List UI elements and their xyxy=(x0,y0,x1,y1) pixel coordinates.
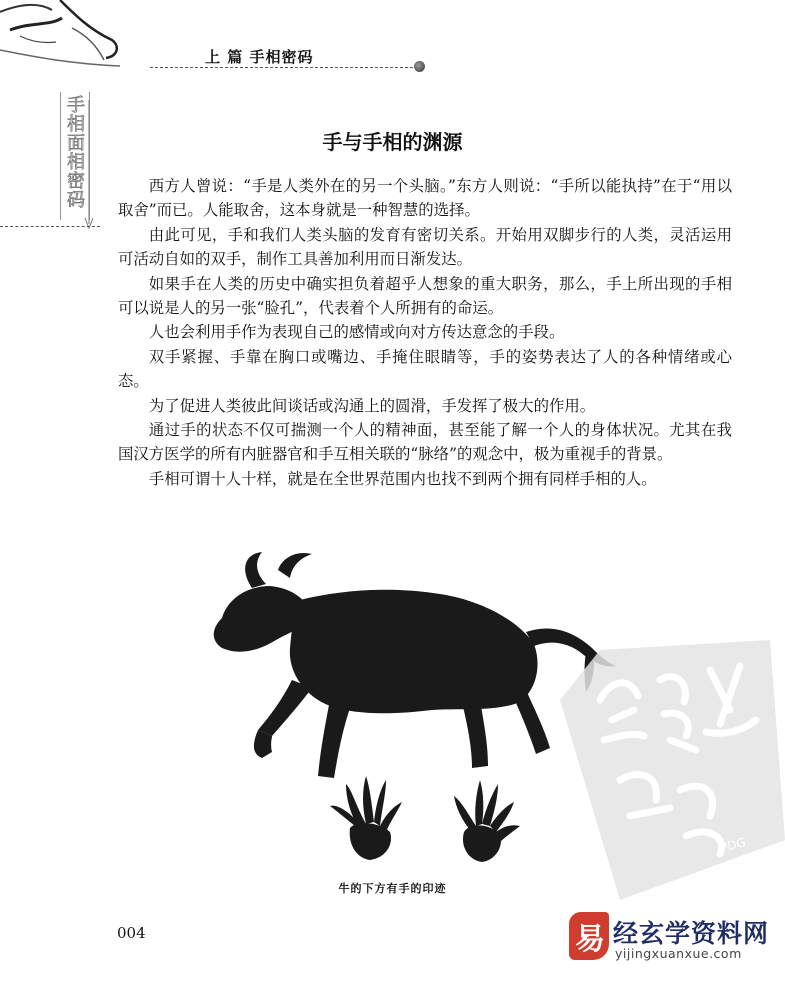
sidebar-arrow-icon xyxy=(57,100,93,232)
paragraph: 通过手的状态不仅可揣测一个人的精神面，甚至能了解一个人的身体状况。尤其在我国汉方医学的所有内脏器官和手互相关联的“脉络”的观念中，极为重视手的背景。 xyxy=(118,421,732,464)
logo-mark-icon xyxy=(569,912,609,960)
figure-caption: 牛的下方有手的印迹 xyxy=(338,882,447,895)
header-divider xyxy=(150,67,418,68)
page-number: 004 xyxy=(117,924,146,942)
handprint-left-icon xyxy=(330,776,402,860)
paragraph: 如果手在人类的历史中确实担负着超乎人想象的重大职务，那么，手上所出现的手相可以说是人的另一张“脸孔”，代表着个人所拥有的命运。 xyxy=(118,274,732,318)
logo-site-url: yijingxuanxue.com xyxy=(615,946,742,961)
sidebar-vertical-title: 手相面相密码 xyxy=(64,95,85,209)
paragraph: 手相可谓十人十样，就是在全世界范围内也找不到两个拥有同样手相的人。 xyxy=(148,469,657,488)
chapter-title: 手与手相的渊源 xyxy=(322,130,463,155)
site-logo[interactable] xyxy=(565,910,785,968)
sidebar-divider xyxy=(0,226,100,227)
paragraph: 人也会利用手作为表现自己的感情或向对方传达意念的手段。 xyxy=(148,323,565,342)
ox-ink-figure xyxy=(214,552,616,778)
paragraph: 双手紧握、手靠在胸口或嘴边、手掩住眼睛等，手的姿势表达了人的各种情绪或心态。 xyxy=(118,347,732,391)
paragraph: 为了促进人类彼此间谈话或沟通上的圆滑，手发挥了极大的作用。 xyxy=(148,396,596,415)
paragraph: 由此可见，手和我们人类头脑的发育有密切关系。开始用双脚步行的人类，灵活运用可活动自如的双手，制作工具善加利用而日渐发达。 xyxy=(118,225,732,269)
paragraph: 西方人曾说：“手是人类外在的另一个头脑。”东方人则说：“手所以能执持”在于“用以取舍”而已。人能取舍，这本身就是一种智慧的选择。 xyxy=(118,177,732,220)
seal-watermark-icon xyxy=(560,640,785,900)
logo-mark-glyph: 易 xyxy=(575,922,605,957)
section-header: 上 篇 手相密码 xyxy=(205,48,314,66)
body-text xyxy=(118,174,732,491)
face-sketch-illustration xyxy=(0,0,150,70)
logo-site-name: 经玄学资料网 xyxy=(613,919,770,948)
handprint-right-icon xyxy=(454,780,520,862)
header-dot-ornament xyxy=(414,61,425,72)
seal-watermark-label: PDG xyxy=(718,835,748,855)
